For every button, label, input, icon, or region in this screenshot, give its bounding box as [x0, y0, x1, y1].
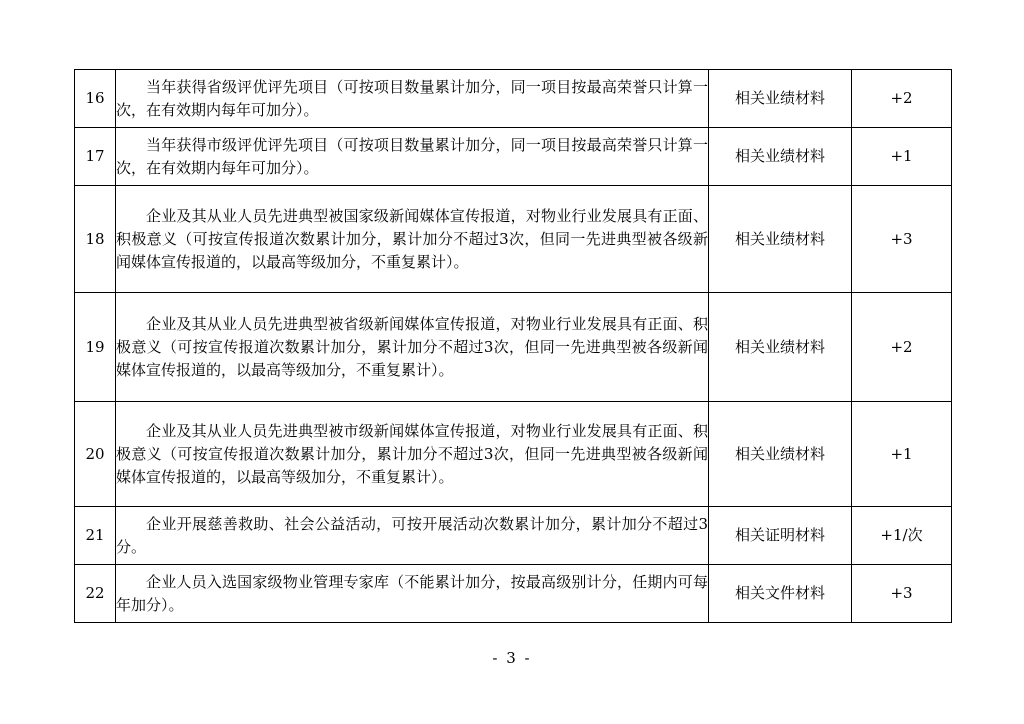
row-description: [116, 402, 709, 507]
row-description: [116, 507, 709, 565]
row-description-text: 当年获得市级评优评先项目（可按项目数量累计加分，同一项目按最高荣誉只计算一次，在有效期内每年可加分）。: [116, 135, 708, 177]
row-points: +1: [852, 402, 952, 507]
table-row: [75, 402, 952, 507]
row-points: +3: [852, 186, 952, 293]
scoring-table: [74, 69, 952, 623]
row-description-text: 企业人员入选国家级物业管理专家库（不能累计加分，按最高级别计分，任期内可每年加分）。: [116, 572, 708, 614]
table-row: [75, 186, 952, 293]
row-material: 相关业绩材料: [709, 186, 852, 293]
row-description-text: 企业及其从业人员先进典型被省级新闻媒体宣传报道，对物业行业发展具有正面、积极意义（可按宣传报道次数累计加分，累计加分不超过3次，但同一先进典型被各级新闻媒体宣传报道的，以最高等级加分，不重复累计）。: [116, 314, 708, 379]
row-number: 22: [75, 565, 116, 623]
row-description: [116, 293, 709, 402]
row-number: 20: [75, 402, 116, 507]
row-number: 19: [75, 293, 116, 402]
row-material: 相关证明材料: [709, 507, 852, 565]
row-material: 相关业绩材料: [709, 70, 852, 128]
table-row: [75, 70, 952, 128]
row-points: +2: [852, 70, 952, 128]
table-row: [75, 565, 952, 623]
row-description-text: 企业及其从业人员先进典型被市级新闻媒体宣传报道，对物业行业发展具有正面、积极意义（可按宣传报道次数累计加分，累计加分不超过3次，但同一先进典型被各级新闻媒体宣传报道的，以最高等级加分，不重复累计）。: [116, 421, 708, 486]
row-material: 相关业绩材料: [709, 402, 852, 507]
page-number: - 3 -: [492, 649, 532, 667]
row-description-text: 企业及其从业人员先进典型被国家级新闻媒体宣传报道，对物业行业发展具有正面、积极意义（可按宣传报道次数累计加分，累计加分不超过3次，但同一先进典型被各级新闻媒体宣传报道的，以最高等级加分，不重复累计）。: [116, 206, 708, 271]
row-description: [116, 70, 709, 128]
row-description-text: 当年获得省级评优评先项目（可按项目数量累计加分，同一项目按最高荣誉只计算一次，在有效期内每年可加分）。: [116, 77, 708, 119]
row-number: 16: [75, 70, 116, 128]
row-number: 17: [75, 128, 116, 186]
row-points: +1/次: [852, 507, 952, 565]
table-row: [75, 507, 952, 565]
row-description: [116, 128, 709, 186]
row-points: +1: [852, 128, 952, 186]
row-description-text: 企业开展慈善救助、社会公益活动，可按开展活动次数累计加分，累计加分不超过3分。: [116, 514, 708, 556]
row-number: 18: [75, 186, 116, 293]
row-material: 相关文件材料: [709, 565, 852, 623]
row-description: [116, 565, 709, 623]
row-description: [116, 186, 709, 293]
row-points: +3: [852, 565, 952, 623]
row-material: 相关业绩材料: [709, 293, 852, 402]
table-row: [75, 128, 952, 186]
row-points: +2: [852, 293, 952, 402]
row-number: 21: [75, 507, 116, 565]
row-material: 相关业绩材料: [709, 128, 852, 186]
table-row: [75, 293, 952, 402]
